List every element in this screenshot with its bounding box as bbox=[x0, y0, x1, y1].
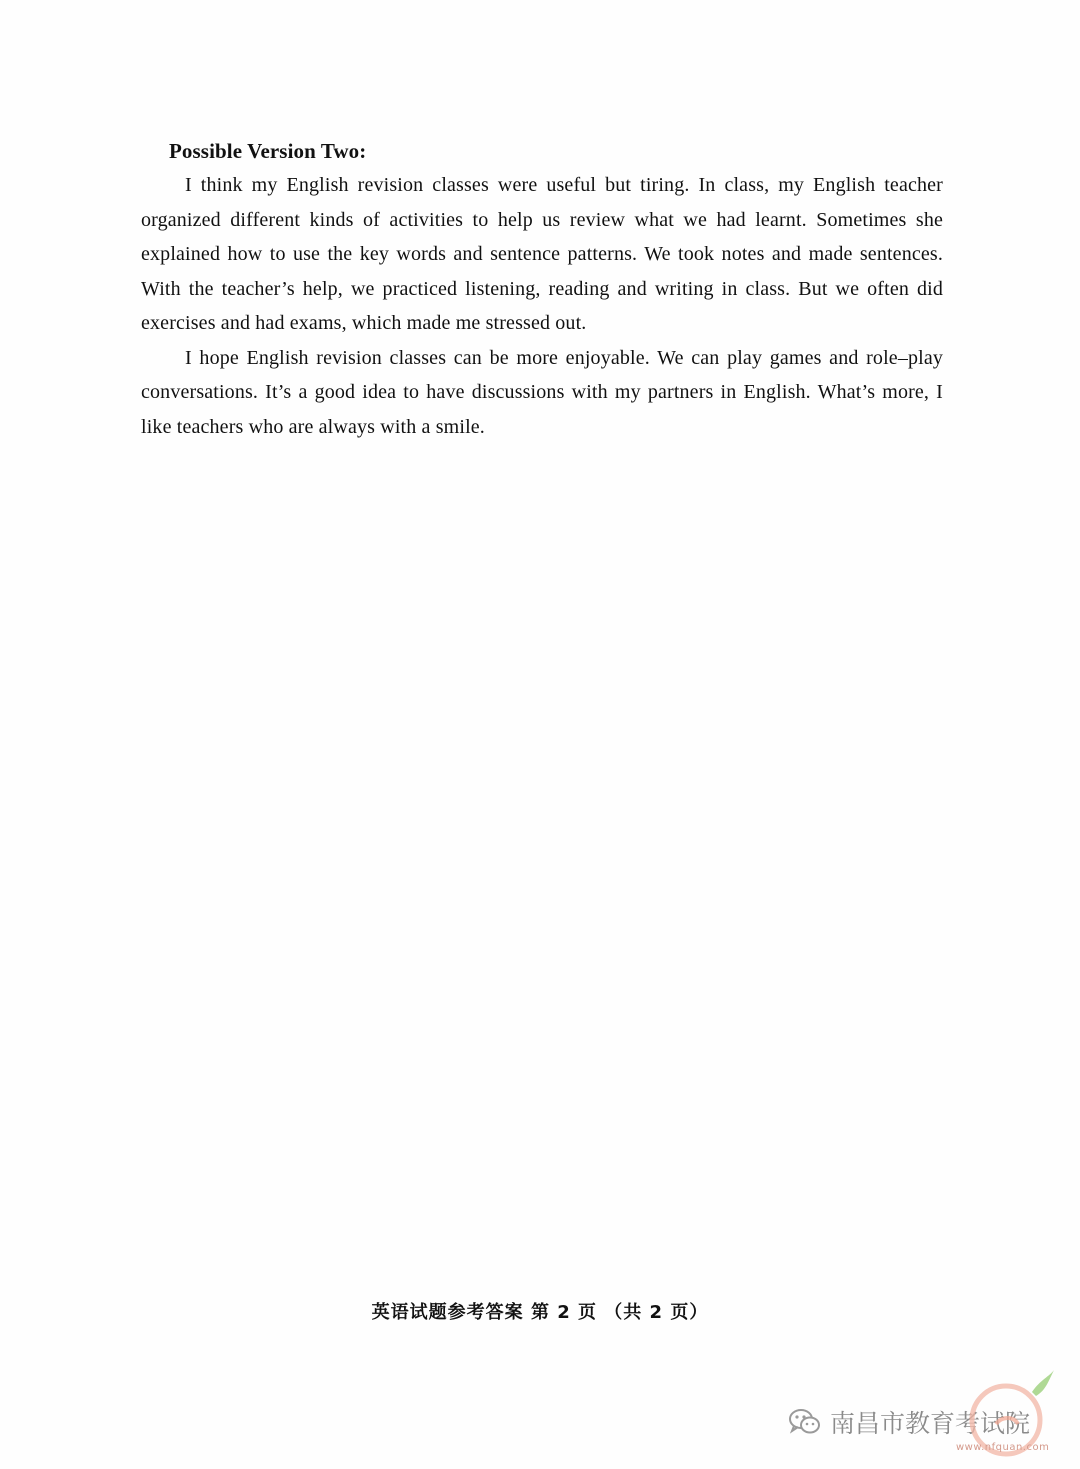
page-footer: 英语试题参考答案 第 2 页 （共 2 页） bbox=[371, 1302, 709, 1323]
wechat-icon bbox=[788, 1407, 822, 1437]
paragraph-2: I hope English revision classes can be more enjoyable. We can play games and role–play conversations. It’s a good idea to have discussions with my partners in English. What’s more, I like teachers who are always with a smile. bbox=[141, 346, 943, 438]
watermark-text: 南昌市教育考试院 bbox=[830, 1409, 1031, 1438]
section-heading: Possible Version Two: bbox=[169, 139, 367, 163]
logo-url: www.nfquan.com bbox=[956, 1442, 1050, 1453]
answer-content bbox=[141, 134, 943, 444]
paragraph-1: I think my English revision classes were useful but tiring. In class, my English teacher organized different kinds of activities to help us review what we had learnt. Sometimes she explained how to use the key words and sentence patterns. We took notes and made sentences. With the teacher’s help, we practiced listening, reading and writing in class. But we often did exercises and had exams, which made me stressed out. bbox=[141, 174, 943, 334]
